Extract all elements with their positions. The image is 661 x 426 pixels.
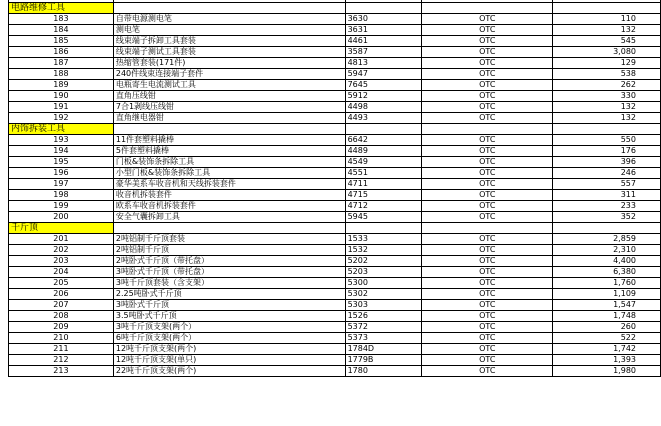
cell-number[interactable]: 204 bbox=[9, 267, 114, 278]
cell-number[interactable]: 210 bbox=[9, 333, 114, 344]
empty-cell[interactable] bbox=[422, 223, 553, 234]
cell-part-code[interactable]: 1526 bbox=[345, 311, 422, 322]
empty-cell[interactable] bbox=[553, 124, 661, 135]
cell-brand[interactable]: OTC bbox=[422, 212, 553, 223]
cell-product-name[interactable]: 3吨卧式千斤顶 bbox=[113, 300, 345, 311]
table-row[interactable] bbox=[9, 234, 661, 245]
cell-product-name[interactable]: 门板&装饰条拆除工具 bbox=[113, 157, 345, 168]
cell-number[interactable]: 189 bbox=[9, 80, 114, 91]
table-row[interactable] bbox=[9, 333, 661, 344]
cell-brand[interactable]: OTC bbox=[422, 278, 553, 289]
cell-product-name[interactable]: 3吨千斤顶套装（含支架） bbox=[113, 278, 345, 289]
cell-product-name[interactable]: 240件线束连接端子套件 bbox=[113, 69, 345, 80]
cell-number[interactable]: 197 bbox=[9, 179, 114, 190]
cell-brand[interactable]: OTC bbox=[422, 168, 553, 179]
cell-part-code[interactable]: 7645 bbox=[345, 80, 422, 91]
cell-price[interactable]: 1,547 bbox=[553, 300, 661, 311]
cell-number[interactable]: 207 bbox=[9, 300, 114, 311]
empty-cell[interactable] bbox=[422, 124, 553, 135]
cell-price[interactable]: 132 bbox=[553, 25, 661, 36]
cell-brand[interactable]: OTC bbox=[422, 256, 553, 267]
cell-brand[interactable]: OTC bbox=[422, 157, 553, 168]
category-row[interactable] bbox=[9, 124, 661, 135]
cell-product-name[interactable]: 12吨千斤顶支架(两个) bbox=[113, 344, 345, 355]
table-row[interactable] bbox=[9, 36, 661, 47]
table-row[interactable] bbox=[9, 289, 661, 300]
cell-product-name[interactable]: 2吨铝制千斤顶 bbox=[113, 245, 345, 256]
cell-part-code[interactable]: 5945 bbox=[345, 212, 422, 223]
cell-number[interactable]: 211 bbox=[9, 344, 114, 355]
cell-number[interactable]: 205 bbox=[9, 278, 114, 289]
cell-number[interactable]: 195 bbox=[9, 157, 114, 168]
cell-part-code[interactable]: 5947 bbox=[345, 69, 422, 80]
table-row[interactable] bbox=[9, 58, 661, 69]
cell-number[interactable]: 194 bbox=[9, 146, 114, 157]
cell-brand[interactable]: OTC bbox=[422, 300, 553, 311]
cell-part-code[interactable]: 5300 bbox=[345, 278, 422, 289]
cell-product-name[interactable]: 安全气囊拆卸工具 bbox=[113, 212, 345, 223]
cell-brand[interactable]: OTC bbox=[422, 47, 553, 58]
category-row[interactable] bbox=[9, 3, 661, 14]
cell-part-code[interactable]: 3631 bbox=[345, 25, 422, 36]
price-table-body bbox=[9, 0, 661, 377]
empty-cell[interactable] bbox=[553, 3, 661, 14]
cell-part-code[interactable]: 4461 bbox=[345, 36, 422, 47]
table-row[interactable] bbox=[9, 80, 661, 91]
cell-price[interactable]: 6,380 bbox=[553, 267, 661, 278]
cell-number[interactable]: 212 bbox=[9, 355, 114, 366]
category-row[interactable] bbox=[9, 223, 661, 234]
cell-part-code[interactable]: 5203 bbox=[345, 267, 422, 278]
cell-product-name[interactable]: 小型门板&装饰条拆除工具 bbox=[113, 168, 345, 179]
table-row[interactable] bbox=[9, 300, 661, 311]
cell-product-name[interactable]: 3.5吨卧式千斤顶 bbox=[113, 311, 345, 322]
table-row[interactable] bbox=[9, 366, 661, 377]
table-row[interactable] bbox=[9, 14, 661, 25]
cell-brand[interactable]: OTC bbox=[422, 355, 553, 366]
empty-cell[interactable] bbox=[345, 223, 422, 234]
cell-brand[interactable]: OTC bbox=[422, 91, 553, 102]
cell-price[interactable]: 110 bbox=[553, 14, 661, 25]
cell-brand[interactable]: OTC bbox=[422, 344, 553, 355]
cell-number[interactable]: 203 bbox=[9, 256, 114, 267]
cell-product-name[interactable]: 2吨卧式千斤顶（带托盘） bbox=[113, 256, 345, 267]
cell-number[interactable]: 200 bbox=[9, 212, 114, 223]
cell-product-name[interactable]: 欧系车收音机拆装套件 bbox=[113, 201, 345, 212]
table-row[interactable] bbox=[9, 201, 661, 212]
cell-number[interactable]: 187 bbox=[9, 58, 114, 69]
cell-price[interactable]: 260 bbox=[553, 322, 661, 333]
cell-number[interactable]: 186 bbox=[9, 47, 114, 58]
cell-price[interactable]: 550 bbox=[553, 135, 661, 146]
cell-brand[interactable]: OTC bbox=[422, 69, 553, 80]
table-row[interactable] bbox=[9, 102, 661, 113]
cell-product-name[interactable]: 直角继电器钳 bbox=[113, 113, 345, 124]
cell-price[interactable]: 2,310 bbox=[553, 245, 661, 256]
cell-price[interactable]: 176 bbox=[553, 146, 661, 157]
cell-number[interactable]: 183 bbox=[9, 14, 114, 25]
cell-number[interactable]: 209 bbox=[9, 322, 114, 333]
cell-part-code[interactable]: 5302 bbox=[345, 289, 422, 300]
table-row[interactable] bbox=[9, 157, 661, 168]
table-row[interactable] bbox=[9, 212, 661, 223]
cell-price[interactable]: 233 bbox=[553, 201, 661, 212]
cell-price[interactable]: 132 bbox=[553, 102, 661, 113]
cell-price[interactable]: 132 bbox=[553, 113, 661, 124]
cell-part-code[interactable]: 3587 bbox=[345, 47, 422, 58]
cell-brand[interactable]: OTC bbox=[422, 25, 553, 36]
cell-brand[interactable]: OTC bbox=[422, 102, 553, 113]
cell-product-name[interactable]: 收音机拆装套件 bbox=[113, 190, 345, 201]
cell-brand[interactable]: OTC bbox=[422, 179, 553, 190]
cell-part-code[interactable]: 1532 bbox=[345, 245, 422, 256]
empty-cell[interactable] bbox=[113, 124, 345, 135]
cell-brand[interactable]: OTC bbox=[422, 135, 553, 146]
table-row[interactable] bbox=[9, 355, 661, 366]
empty-cell[interactable] bbox=[345, 124, 422, 135]
cell-number[interactable]: 184 bbox=[9, 25, 114, 36]
cell-brand[interactable]: OTC bbox=[422, 333, 553, 344]
empty-cell[interactable] bbox=[422, 3, 553, 14]
cell-product-name[interactable]: 3吨千斤顶支架(两个） bbox=[113, 322, 345, 333]
cell-number[interactable]: 196 bbox=[9, 168, 114, 179]
cell-price[interactable]: 1,393 bbox=[553, 355, 661, 366]
cell-product-name[interactable]: 电瓶寄生电流测试工具 bbox=[113, 80, 345, 91]
cell-price[interactable]: 396 bbox=[553, 157, 661, 168]
cell-brand[interactable]: OTC bbox=[422, 14, 553, 25]
cell-price[interactable]: 1,742 bbox=[553, 344, 661, 355]
cell-part-code[interactable]: 5373 bbox=[345, 333, 422, 344]
cell-product-name[interactable]: 3吨卧式千斤顶（带托盘） bbox=[113, 267, 345, 278]
cell-part-code[interactable]: 5372 bbox=[345, 322, 422, 333]
cell-product-name[interactable]: 22吨千斤顶支架(两个) bbox=[113, 366, 345, 377]
cell-part-code[interactable]: 4489 bbox=[345, 146, 422, 157]
cell-number[interactable]: 192 bbox=[9, 113, 114, 124]
empty-cell[interactable] bbox=[345, 3, 422, 14]
cell-product-name[interactable]: 2.25吨卧式千斤顶 bbox=[113, 289, 345, 300]
cell-brand[interactable]: OTC bbox=[422, 36, 553, 47]
cell-number[interactable]: 191 bbox=[9, 102, 114, 113]
table-row[interactable] bbox=[9, 311, 661, 322]
cell-part-code[interactable]: 4712 bbox=[345, 201, 422, 212]
cell-product-name[interactable]: 2吨铝制千斤顶套装 bbox=[113, 234, 345, 245]
cell-price[interactable]: 545 bbox=[553, 36, 661, 47]
cell-number[interactable]: 193 bbox=[9, 135, 114, 146]
cell-product-name[interactable]: 线束端子测试工具套装 bbox=[113, 47, 345, 58]
table-row[interactable] bbox=[9, 190, 661, 201]
cell-price[interactable]: 311 bbox=[553, 190, 661, 201]
cell-price[interactable]: 538 bbox=[553, 69, 661, 80]
table-row[interactable] bbox=[9, 91, 661, 102]
cell-price[interactable]: 522 bbox=[553, 333, 661, 344]
empty-cell[interactable] bbox=[113, 3, 345, 14]
cell-brand[interactable]: OTC bbox=[422, 190, 553, 201]
cell-product-name[interactable]: 线束端子拆卸工具套装 bbox=[113, 36, 345, 47]
cell-price[interactable]: 246 bbox=[553, 168, 661, 179]
cell-brand[interactable]: OTC bbox=[422, 113, 553, 124]
cell-price[interactable]: 330 bbox=[553, 91, 661, 102]
cell-product-name[interactable]: 直角压线钳 bbox=[113, 91, 345, 102]
cell-part-code[interactable]: 1784D bbox=[345, 344, 422, 355]
table-row[interactable] bbox=[9, 322, 661, 333]
cell-product-name[interactable]: 5件套塑料撬棒 bbox=[113, 146, 345, 157]
table-row[interactable] bbox=[9, 179, 661, 190]
cell-price[interactable]: 3,080 bbox=[553, 47, 661, 58]
cell-brand[interactable]: OTC bbox=[422, 245, 553, 256]
cell-number[interactable]: 202 bbox=[9, 245, 114, 256]
cell-price[interactable]: 352 bbox=[553, 212, 661, 223]
cell-number[interactable]: 188 bbox=[9, 69, 114, 80]
empty-cell[interactable] bbox=[113, 223, 345, 234]
cell-number[interactable]: 198 bbox=[9, 190, 114, 201]
cell-product-name[interactable]: 豪华美系车收音机和天线拆装套件 bbox=[113, 179, 345, 190]
cell-price[interactable]: 2,859 bbox=[553, 234, 661, 245]
cell-price[interactable]: 1,748 bbox=[553, 311, 661, 322]
table-row[interactable] bbox=[9, 344, 661, 355]
cell-part-code[interactable]: 4551 bbox=[345, 168, 422, 179]
cell-number[interactable]: 208 bbox=[9, 311, 114, 322]
cell-part-code[interactable]: 5202 bbox=[345, 256, 422, 267]
cell-part-code[interactable]: 4493 bbox=[345, 113, 422, 124]
table-row[interactable] bbox=[9, 47, 661, 58]
cell-price[interactable]: 4,400 bbox=[553, 256, 661, 267]
category-header-cell[interactable]: 千斤顶 bbox=[9, 223, 114, 234]
table-row[interactable] bbox=[9, 113, 661, 124]
cell-price[interactable]: 1,109 bbox=[553, 289, 661, 300]
cell-brand[interactable]: OTC bbox=[422, 311, 553, 322]
cell-part-code[interactable]: 1780 bbox=[345, 366, 422, 377]
cell-brand[interactable]: OTC bbox=[422, 234, 553, 245]
cell-price[interactable]: 1,980 bbox=[553, 366, 661, 377]
cell-product-name[interactable]: 12吨千斤顶支架(单只) bbox=[113, 355, 345, 366]
cell-brand[interactable]: OTC bbox=[422, 289, 553, 300]
cell-product-name[interactable]: 11件套塑料撬棒 bbox=[113, 135, 345, 146]
cell-price[interactable]: 1,760 bbox=[553, 278, 661, 289]
cell-number[interactable]: 199 bbox=[9, 201, 114, 212]
category-header-cell[interactable]: 电路维修工具 bbox=[9, 3, 114, 14]
cell-part-code[interactable]: 5912 bbox=[345, 91, 422, 102]
cell-part-code[interactable]: 5303 bbox=[345, 300, 422, 311]
empty-cell[interactable] bbox=[553, 223, 661, 234]
cell-part-code[interactable]: 4711 bbox=[345, 179, 422, 190]
cell-part-code[interactable]: 4549 bbox=[345, 157, 422, 168]
table-row[interactable] bbox=[9, 146, 661, 157]
cell-brand[interactable]: OTC bbox=[422, 58, 553, 69]
table-row[interactable] bbox=[9, 25, 661, 36]
cell-number[interactable]: 201 bbox=[9, 234, 114, 245]
cell-brand[interactable]: OTC bbox=[422, 80, 553, 91]
cell-product-name[interactable]: 7合1剥线压线钳 bbox=[113, 102, 345, 113]
category-header-cell[interactable]: 内饰拆装工具 bbox=[9, 124, 114, 135]
cell-price[interactable]: 557 bbox=[553, 179, 661, 190]
cell-product-name[interactable]: 热缩管套装(171件) bbox=[113, 58, 345, 69]
cell-brand[interactable]: OTC bbox=[422, 366, 553, 377]
cell-part-code[interactable]: 4715 bbox=[345, 190, 422, 201]
cell-product-name[interactable]: 测电笔 bbox=[113, 25, 345, 36]
cell-part-code[interactable]: 4498 bbox=[345, 102, 422, 113]
table-row[interactable] bbox=[9, 278, 661, 289]
table-row[interactable] bbox=[9, 135, 661, 146]
cell-product-name[interactable]: 6吨千斤顶支架(两个） bbox=[113, 333, 345, 344]
cell-part-code[interactable]: 1779B bbox=[345, 355, 422, 366]
cell-part-code[interactable]: 1533 bbox=[345, 234, 422, 245]
table-row[interactable] bbox=[9, 256, 661, 267]
cell-product-name[interactable]: 自带电源测电笔 bbox=[113, 14, 345, 25]
cell-brand[interactable]: OTC bbox=[422, 146, 553, 157]
cell-brand[interactable]: OTC bbox=[422, 201, 553, 212]
cell-part-code[interactable]: 4813 bbox=[345, 58, 422, 69]
cell-brand[interactable]: OTC bbox=[422, 322, 553, 333]
cell-number[interactable]: 213 bbox=[9, 366, 114, 377]
cell-part-code[interactable]: 6642 bbox=[345, 135, 422, 146]
cell-number[interactable]: 206 bbox=[9, 289, 114, 300]
price-table bbox=[8, 0, 661, 377]
cell-number[interactable]: 185 bbox=[9, 36, 114, 47]
table-row[interactable] bbox=[9, 168, 661, 179]
cell-number[interactable]: 190 bbox=[9, 91, 114, 102]
table-row[interactable] bbox=[9, 245, 661, 256]
cell-brand[interactable]: OTC bbox=[422, 267, 553, 278]
table-row[interactable] bbox=[9, 69, 661, 80]
cell-price[interactable]: 129 bbox=[553, 58, 661, 69]
table-row[interactable] bbox=[9, 267, 661, 278]
cell-price[interactable]: 262 bbox=[553, 80, 661, 91]
cell-part-code[interactable]: 3630 bbox=[345, 14, 422, 25]
